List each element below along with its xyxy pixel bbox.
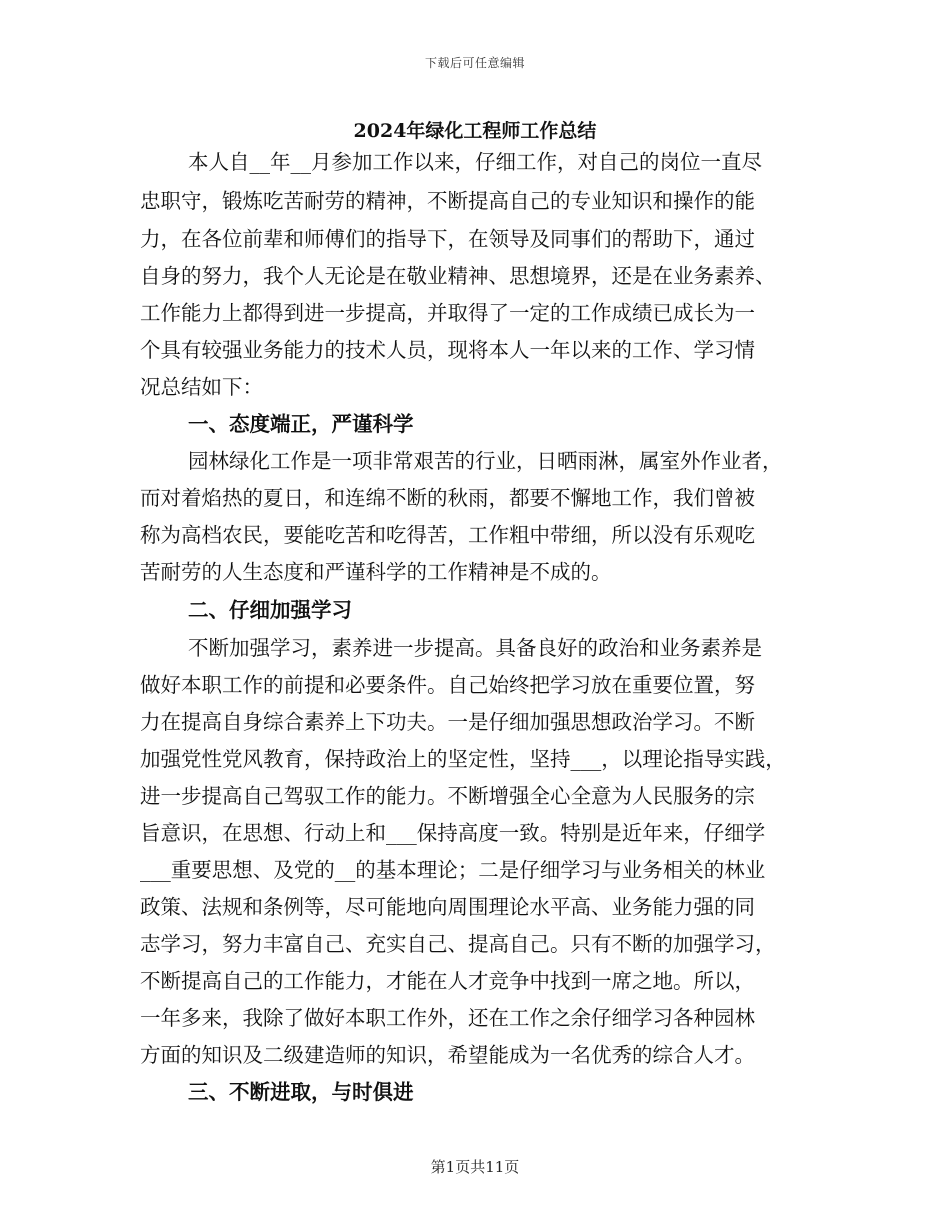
document-title: 2024年绿化工程师工作总结 bbox=[353, 120, 597, 142]
section-heading: 三、不断进取，与时俱进 bbox=[188, 1080, 414, 1104]
paragraph-line: 忠职守，锻炼吃苦耐劳的精神，不断提高自己的专业知识和操作的能 bbox=[140, 189, 755, 213]
section-heading: 二、仔细加强学习 bbox=[188, 598, 352, 622]
paragraph-line: 方面的知识及二级建造师的知识，希望能成为一名优秀的综合人才。 bbox=[140, 1043, 755, 1067]
paragraph-line: ___重要思想、及党的__的基本理论；二是仔细学习与业务相关的林业 bbox=[140, 858, 766, 882]
paragraph-line: 本人自__年__月参加工作以来，仔细工作，对自己的岗位一直尽 bbox=[188, 150, 762, 174]
paragraph-line: 力，在各位前辈和师傅们的指导下，在领导及同事们的帮助下，通过 bbox=[140, 227, 755, 251]
paragraph-line: 加强党性党风教育，保持政治上的坚定性，坚持___，以理论指导实践， bbox=[140, 747, 786, 771]
paragraph-line: 称为高档农民，要能吃苦和吃得苦，工作粗中带细，所以没有乐观吃 bbox=[140, 523, 755, 547]
page-footer: 第1页共11页 bbox=[430, 1158, 520, 1176]
paragraph-line: 进一步提高自己驾驭工作的能力。不断增强全心全意为人民服务的宗 bbox=[140, 784, 755, 808]
paragraph-line: 苦耐劳的人生态度和严谨科学的工作精神是不成的。 bbox=[140, 560, 612, 584]
paragraph-line: 自身的努力，我个人无论是在敬业精神、思想境界，还是在业务素养、 bbox=[140, 264, 776, 288]
paragraph-line: 况总结如下： bbox=[140, 375, 263, 399]
paragraph-line: 政策、法规和条例等，尽可能地向周围理论水平高、业务能力强的同 bbox=[140, 895, 755, 919]
paragraph-line: 志学习，努力丰富自己、充实自己、提高自己。只有不断的加强学习， bbox=[140, 932, 776, 956]
paragraph-line: 一年多来，我除了做好本职工作外，还在工作之余仔细学习各种园林 bbox=[140, 1006, 755, 1030]
paragraph-line: 工作能力上都得到进一步提高，并取得了一定的工作成绩已成长为一 bbox=[140, 301, 755, 325]
paragraph-line: 而对着焰热的夏日，和连绵不断的秋雨，都要不懈地工作，我们曾被 bbox=[140, 486, 755, 510]
paragraph-line: 做好本职工作的前提和必要条件。自己始终把学习放在重要位置，努 bbox=[140, 673, 755, 697]
paragraph-line: 园林绿化工作是一项非常艰苦的行业，日晒雨淋，属室外作业者， bbox=[188, 449, 783, 473]
header-note: 下载后可任意编辑 bbox=[424, 56, 525, 70]
paragraph-line: 不断加强学习，素养进一步提高。具备良好的政治和业务素养是 bbox=[188, 636, 762, 660]
paragraph-line: 不断提高自己的工作能力，才能在人才竞争中找到一席之地。所以， bbox=[140, 969, 755, 993]
paragraph-line: 个具有较强业务能力的技术人员，现将本人一年以来的工作、学习情 bbox=[140, 338, 755, 362]
paragraph-line: 力在提高自身综合素养上下功夫。一是仔细加强思想政治学习。不断 bbox=[140, 710, 755, 734]
section-heading: 一、态度端正，严谨科学 bbox=[188, 412, 414, 436]
paragraph-line: 旨意识，在思想、行动上和___保持高度一致。特别是近年来，仔细学 bbox=[140, 821, 766, 845]
